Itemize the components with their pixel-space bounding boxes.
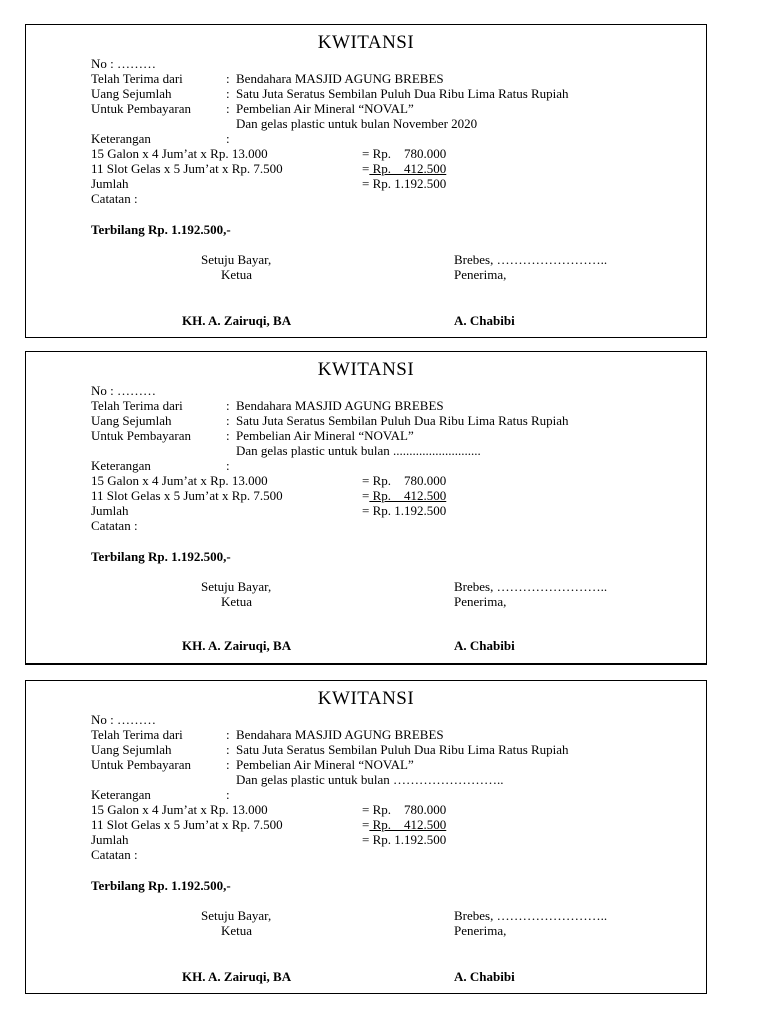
receipt-number: No : ……… <box>91 383 156 398</box>
amount-value: Satu Juta Seratus Sembilan Puluh Dua Ribu Lima Ratus Rupiah <box>236 742 569 757</box>
amount-row: Uang Sejumlah : Satu Juta Seratus Sembilan Puluh Dua Ribu Lima Ratus Rupiah <box>91 742 569 757</box>
notes-row: Keterangan : <box>91 131 230 146</box>
approve-label: Setuju Bayar, <box>201 252 272 267</box>
catatan: Catatan : <box>91 191 138 206</box>
payment-value-2: Dan gelas plastic untuk bulan ........................... <box>236 443 481 458</box>
receipt-title: KWITANSI <box>317 359 415 380</box>
receiver-name: A. Chabibi <box>454 313 515 328</box>
approver-name: KH. A. Zairuqi, BA <box>182 313 292 328</box>
receipt-title: KWITANSI <box>317 688 415 709</box>
terbilang: Terbilang Rp. 1.192.500,- <box>91 549 231 564</box>
item-row-2 <box>91 161 446 176</box>
payment-value: Pembelian Air Mineral “NOVAL” <box>236 101 414 116</box>
received-from-label: Telah Terima dari <box>91 71 183 86</box>
place-date: Brebes, …………………….. <box>454 252 608 267</box>
item-row-2 <box>91 817 446 832</box>
notes-row: Keterangan : <box>91 787 230 802</box>
item-1: 15 Galon x 4 Jum’at x Rp. 13.000 <box>91 146 268 161</box>
receiver-role: Penerima, <box>454 594 507 609</box>
item-2-amount: Rp. 412.500 <box>369 161 447 176</box>
notes-label: Keterangan <box>91 458 151 473</box>
item-1-amount: = Rp. 780.000 <box>362 146 447 161</box>
total-row <box>91 832 446 847</box>
receiver-name: A. Chabibi <box>454 638 515 653</box>
received-from-row: Telah Terima dari : Bendahara MASJID AGUNG BREBES <box>91 727 444 742</box>
total-label: Jumlah <box>91 503 129 518</box>
amount-row: Uang Sejumlah : Satu Juta Seratus Sembilan Puluh Dua Ribu Lima Ratus Rupiah <box>91 86 569 101</box>
item-1: 15 Galon x 4 Jum’at x Rp. 13.000 <box>91 802 268 817</box>
approve-label: Setuju Bayar, <box>201 908 272 923</box>
place-date: Brebes, …………………….. <box>454 908 608 923</box>
received-from-label: Telah Terima dari <box>91 398 183 413</box>
payment-value-2: Dan gelas plastic untuk bulan November 2020 <box>236 116 478 131</box>
item-row-1 <box>91 802 446 817</box>
notes-label: Keterangan <box>91 131 151 146</box>
terbilang: Terbilang Rp. 1.192.500,- <box>91 222 231 237</box>
approve-label: Setuju Bayar, <box>201 579 272 594</box>
item-2-eq: = <box>362 488 370 503</box>
payment-row: Untuk Pembayaran : Pembelian Air Mineral “NOVAL” <box>91 101 414 116</box>
amount-value: Satu Juta Seratus Sembilan Puluh Dua Ribu Lima Ratus Rupiah <box>236 86 569 101</box>
item-2-eq: = <box>362 161 370 176</box>
total-row <box>91 503 446 518</box>
received-from-label: Telah Terima dari <box>91 727 183 742</box>
item-2: 11 Slot Gelas x 5 Jum’at x Rp. 7.500 <box>91 817 283 832</box>
receiver-role: Penerima, <box>454 267 507 282</box>
payment-row-2 <box>91 443 481 458</box>
approve-role: Ketua <box>221 267 253 282</box>
payment-row: Untuk Pembayaran : Pembelian Air Mineral “NOVAL” <box>91 757 414 772</box>
payment-row-2 <box>91 116 477 131</box>
approver-name: KH. A. Zairuqi, BA <box>182 969 292 984</box>
item-2: 11 Slot Gelas x 5 Jum’at x Rp. 7.500 <box>91 488 283 503</box>
approve-role: Ketua <box>221 594 253 609</box>
terbilang: Terbilang Rp. 1.192.500,- <box>91 878 231 893</box>
item-1-amount: = Rp. 780.000 <box>362 473 447 488</box>
payment-row-2 <box>91 772 504 787</box>
receiver-role: Penerima, <box>454 923 507 938</box>
item-2-amount: Rp. 412.500 <box>369 817 447 832</box>
receiver-name: A. Chabibi <box>454 969 515 984</box>
received-from-row: Telah Terima dari : Bendahara MASJID AGUNG BREBES <box>91 398 444 413</box>
item-row-1 <box>91 473 446 488</box>
received-from-row: Telah Terima dari : Bendahara MASJID AGUNG BREBES <box>91 71 444 86</box>
notes-label: Keterangan <box>91 787 151 802</box>
catatan: Catatan : <box>91 847 138 862</box>
receipt-2 <box>25 351 707 665</box>
amount-label: Uang Sejumlah <box>91 413 172 428</box>
item-2-amount: Rp. 412.500 <box>369 488 447 503</box>
total-label: Jumlah <box>91 176 129 191</box>
place-date: Brebes, …………………….. <box>454 579 608 594</box>
approve-role: Ketua <box>221 923 253 938</box>
payment-value-2: Dan gelas plastic untuk bulan …………………….. <box>236 772 504 787</box>
total-label: Jumlah <box>91 832 129 847</box>
receipt-number: No : ……… <box>91 56 156 71</box>
approver-name: KH. A. Zairuqi, BA <box>182 638 292 653</box>
item-2: 11 Slot Gelas x 5 Jum’at x Rp. 7.500 <box>91 161 283 176</box>
item-2-eq: = <box>362 817 370 832</box>
receipt-3 <box>25 680 707 994</box>
payment-label: Untuk Pembayaran <box>91 101 192 116</box>
notes-row: Keterangan : <box>91 458 230 473</box>
payment-value: Pembelian Air Mineral “NOVAL” <box>236 757 414 772</box>
received-from-value: Bendahara MASJID AGUNG BREBES <box>236 727 444 742</box>
payment-label: Untuk Pembayaran <box>91 757 192 772</box>
amount-label: Uang Sejumlah <box>91 742 172 757</box>
total-amount: = Rp. 1.192.500 <box>362 503 447 518</box>
payment-value: Pembelian Air Mineral “NOVAL” <box>236 428 414 443</box>
catatan: Catatan : <box>91 518 138 533</box>
receipt-title: KWITANSI <box>317 32 415 53</box>
amount-value: Satu Juta Seratus Sembilan Puluh Dua Ribu Lima Ratus Rupiah <box>236 413 569 428</box>
total-row <box>91 176 446 191</box>
amount-row: Uang Sejumlah : Satu Juta Seratus Sembilan Puluh Dua Ribu Lima Ratus Rupiah <box>91 413 569 428</box>
item-row-2 <box>91 488 446 503</box>
total-amount: = Rp. 1.192.500 <box>362 832 447 847</box>
total-amount: = Rp. 1.192.500 <box>362 176 447 191</box>
item-1: 15 Galon x 4 Jum’at x Rp. 13.000 <box>91 473 268 488</box>
payment-label: Untuk Pembayaran <box>91 428 192 443</box>
item-row-1 <box>91 146 446 161</box>
received-from-value: Bendahara MASJID AGUNG BREBES <box>236 398 444 413</box>
item-1-amount: = Rp. 780.000 <box>362 802 447 817</box>
receipt-number: No : ……… <box>91 712 156 727</box>
receipt-1 <box>25 24 707 338</box>
received-from-value: Bendahara MASJID AGUNG BREBES <box>236 71 444 86</box>
payment-row: Untuk Pembayaran : Pembelian Air Mineral “NOVAL” <box>91 428 414 443</box>
amount-label: Uang Sejumlah <box>91 86 172 101</box>
